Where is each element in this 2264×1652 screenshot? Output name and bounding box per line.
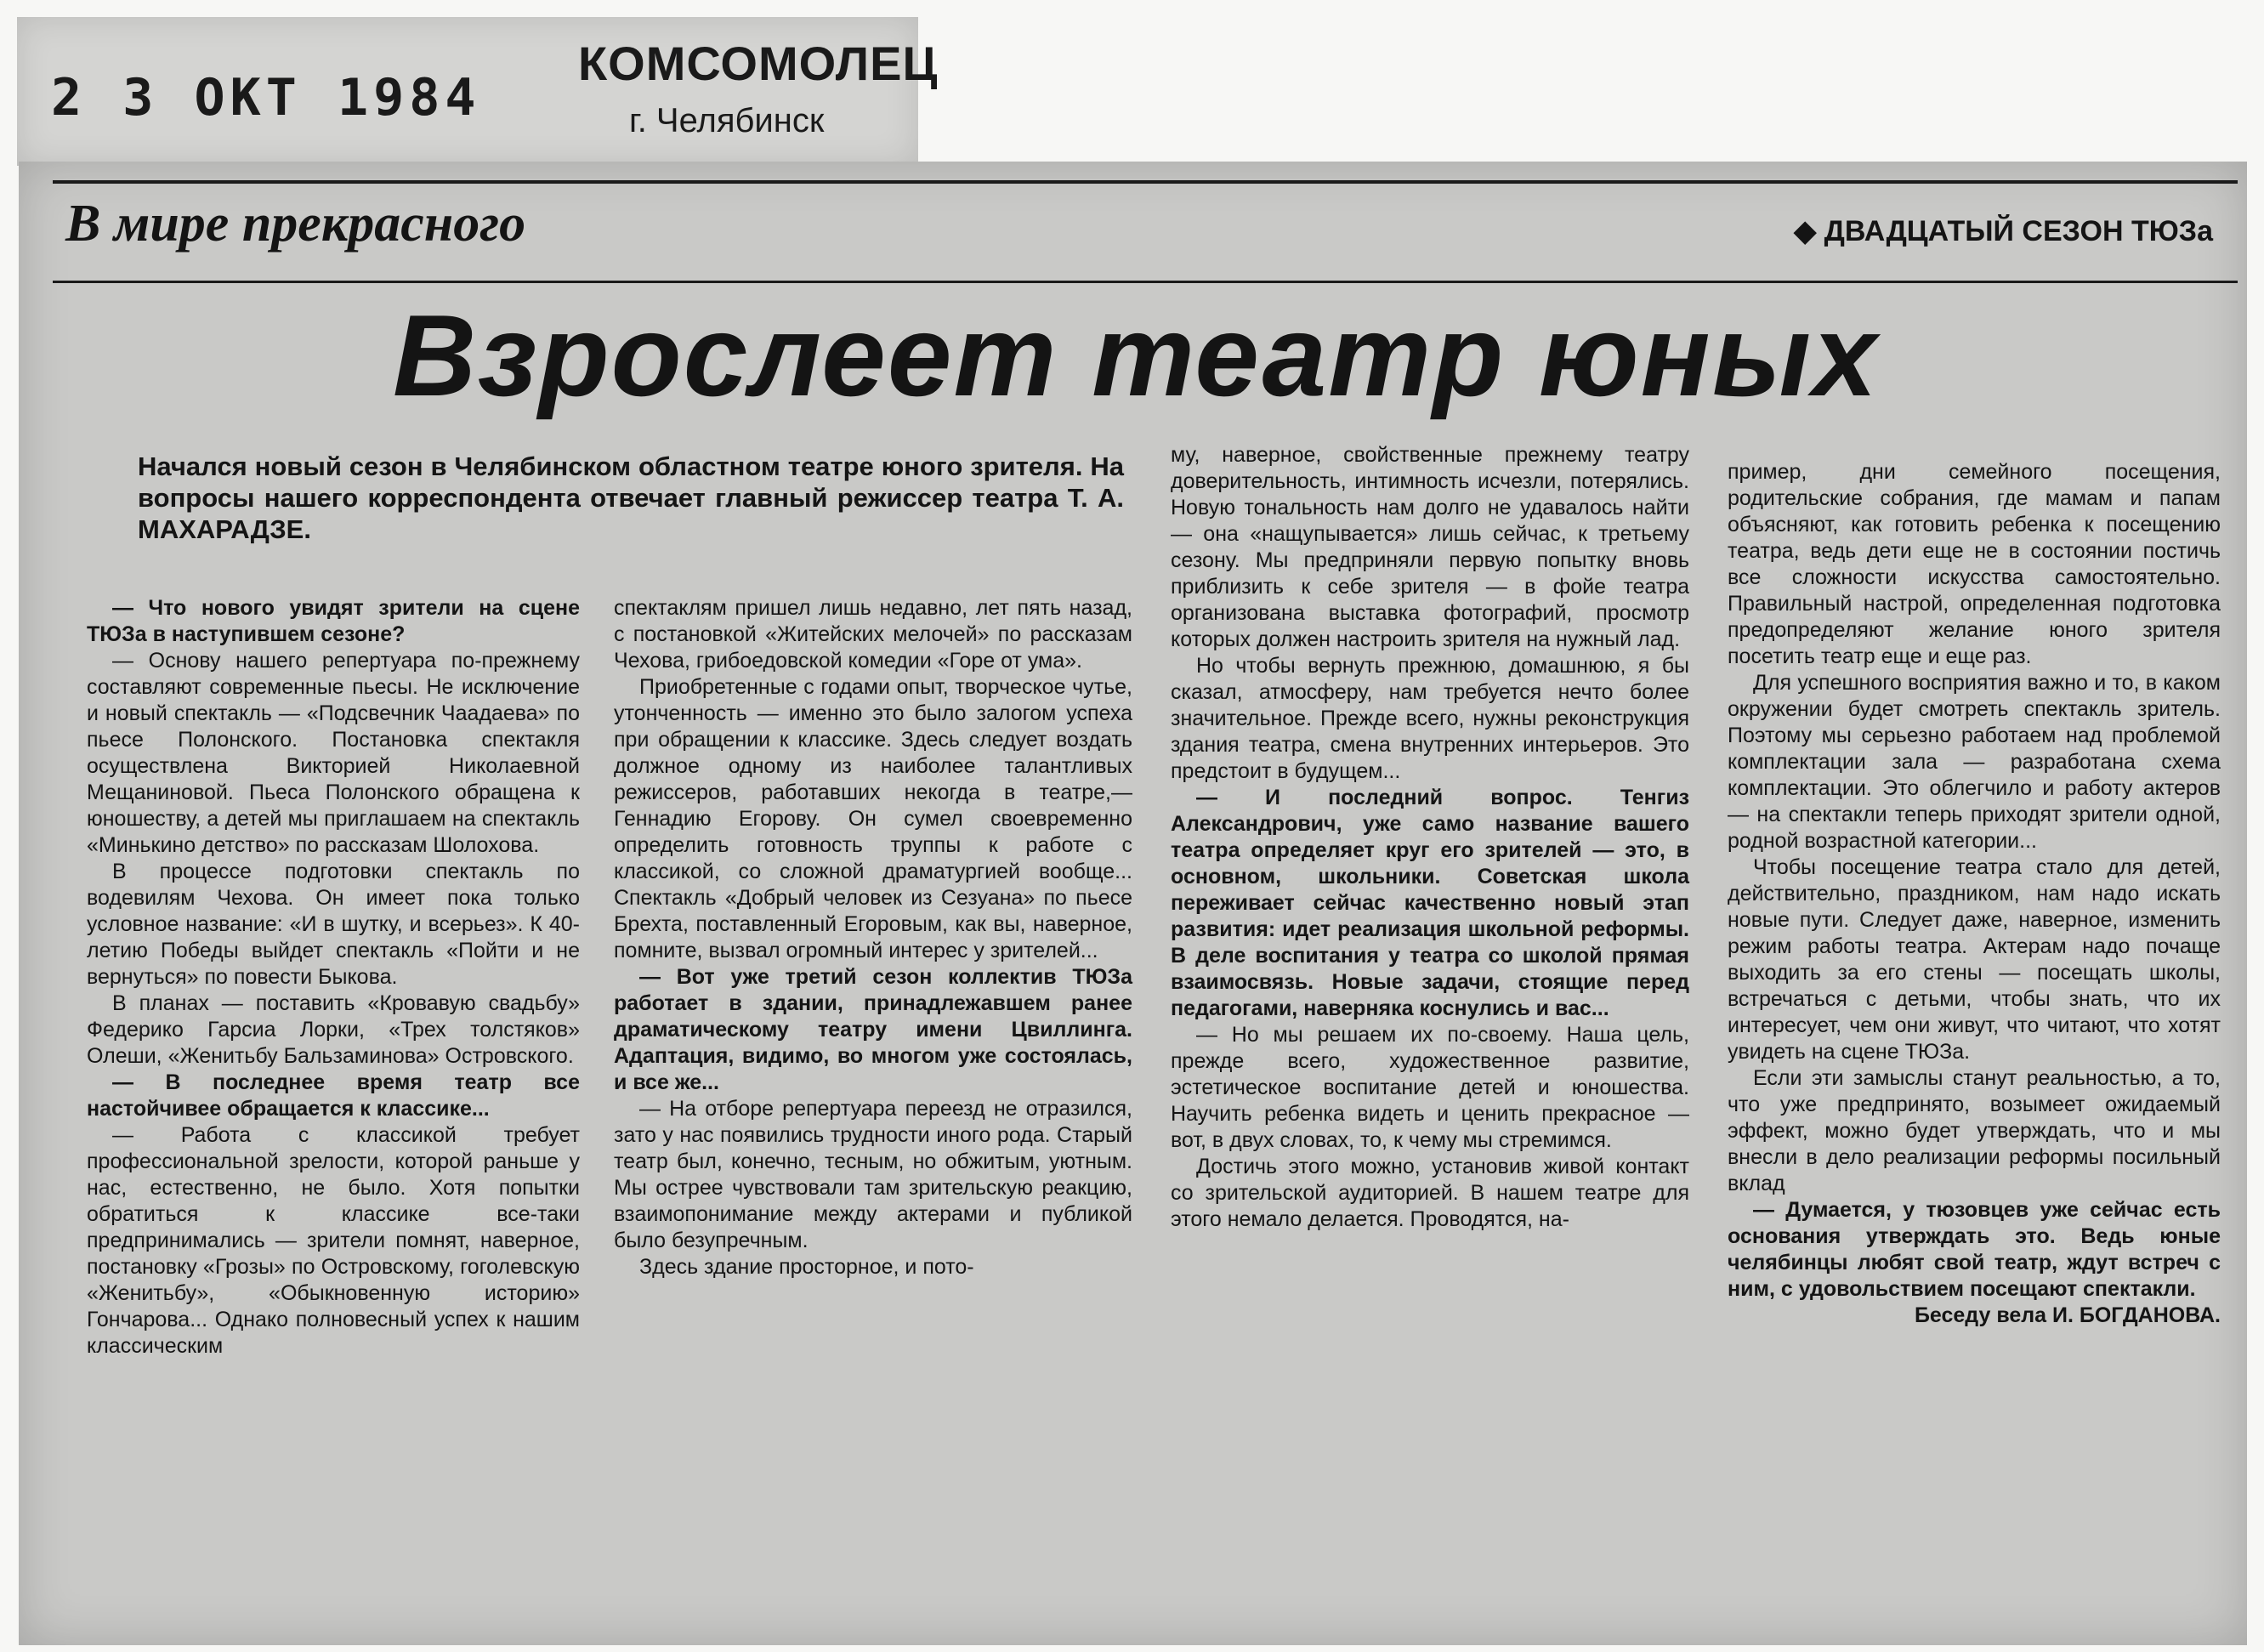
rubric-title: В мире прекрасного (65, 195, 526, 253)
paragraph: — Работа с классикой требует профессиональной зрелости, которой раньше у нас, естественно, не было. Хотя попытки обратиться к классике все-таки предпринимались — зрители помнят, наверное, постановку «Грозы» по Островскому, гоголевскую «Женитьбу», «Обыкновенную историю» Гончарова... Однако полновесный успех к нашим классическим (87, 1123, 580, 1358)
header-rule (53, 281, 2238, 283)
article-column-4 (1728, 459, 2221, 1329)
article-column-3 (1171, 442, 1689, 1233)
question: — Что нового увидят зрители на сцене ТЮЗа в наступившем сезоне? (87, 596, 580, 646)
paragraph: му, наверное, свойственные прежнему театру доверительность, интимность исчезли, потерялись. Новую тональность нам долго не удавалось найти — она «нащупывается» лишь сейчас, к третьему сезону. Мы предприняли первую попытку вновь приблизить к себе зрителя — в фойе театра организована выставка фотографий, просмотр которых должен настроить зрителя на нужный лад. (1171, 443, 1689, 651)
question: — Думается, у тюзовцев уже сейчас есть основания утверждать это. Ведь юные челябинцы любят свой театр, ждут встреч с ним, с удовольствием посещают спектакли. (1728, 1198, 2221, 1301)
paragraph: Приобретенные с годами опыт, творческое чутье, утонченность — именно это было залогом успеха при обращении к классике. Здесь следует воздать должное одному из наиболее талантливых режиссеров, работавших некогда в театре,—Геннадию Егорову. Он сумел своевременно определить готовность труппы к работе с классикой, со сложной драматургией вообще... Спектакль «Добрый человек из Сезуана» по пьесе Брехта, поставленный Егоровым, как вы, наверное, помните, вызвал огромный интерес у зрителей... (614, 675, 1132, 962)
article-column-2 (614, 595, 1132, 1280)
paragraph: Если эти замыслы станут реальностью, а то, что уже предпринято, возымеет ожидаемый эффект, можно будет утверждать, что и мы внесли в дело реализации реформы посильный вклад (1728, 1066, 2221, 1195)
question: — Вот уже третий сезон коллектив ТЮЗа работает в здании, принадлежавшем ранее драматическому театру имени Цвиллинга. Адаптация, видимо, во многом уже состоялась, и все же... (614, 965, 1132, 1094)
headline: Взрослеет театр юных (393, 291, 1879, 420)
question: — В последнее время театр все настойчивее обращается к классике... (87, 1070, 580, 1121)
paragraph: — Но мы решаем их по-своему. Наша цель, прежде всего, художественное развитие, эстетическое воспитание детей и юношества. Научить ребенка видеть и ценить прекрасное — вот, в двух словах, то, к чему мы стремимся. (1171, 1023, 1689, 1152)
question: — И последний вопрос. Тенгиз Александрович, уже само название вашего театра определяет круг его зрителей — это, в основном, школьники. Советская школа переживает сейчас качественно новый этап развития: идет реализация школьной реформы. В деле воспитания у театра со школой прямая взаимосвязь. Новые задачи, стоящие перед педагогами, наверняка коснулись и вас... (1171, 786, 1689, 1020)
paragraph: Для успешного восприятия важно и то, в каком окружении будет смотреть спектакль зритель. Поэтому мы серьезно работаем над проблемой комплектации зала — разработана схема комплектации. Это облегчило и работу актеров — на спектакли теперь приходят зрители одной, родной возрастной категории... (1728, 671, 2221, 853)
paragraph: В планах — поставить «Кровавую свадьбу» Федерико Гарсиа Лорки, «Трех толстяков» Олеши, «Женитьбу Бальзаминова» Островского. (87, 991, 580, 1068)
paragraph: Достичь этого можно, установив живой контакт со зрительской аудиторией. В нашем театре для этого немало делается. Проводятся, на- (1171, 1155, 1689, 1231)
byline: Беседу вела И. БОГДАНОВА. (1914, 1303, 2221, 1327)
paragraph: Чтобы посещение театра стало для детей, действительно, праздником, нам надо искать новые пути. Следует даже, наверное, изменить режим работы театра. Актерам надо почаще выходить за его стены — посещать школы, встречаться с детьми, чтобы знать, что их интересует, чем они живут, что читают, что хотят увидеть на сцене ТЮЗа. (1728, 855, 2221, 1064)
top-rule (53, 180, 2238, 184)
newspaper-clipping (19, 162, 2247, 1645)
article-lead: Начался новый сезон в Челябинском областном театре юного зрителя. На вопросы нашего корреспондента отвечает главный режиссер театра Т. А. МАХАРАДЗЕ. (138, 451, 1124, 544)
paragraph: спектаклям пришел лишь недавно, лет пять назад, с постановкой «Житейских мелочей» по рассказам Чехова, грибоедовской комедии «Горе от ума». (614, 596, 1132, 673)
article-column-1 (87, 595, 580, 1360)
paragraph: Но чтобы вернуть прежнюю, домашнюю, я бы сказал, атмосферу, нам требуется нечто более значительное. Прежде всего, нужны реконструкция здания театра, смена внутренних интерьеров. Это предстоит в будущем... (1171, 654, 1689, 783)
paragraph: Здесь здание просторное, и пото- (639, 1255, 974, 1279)
archive-stamp (17, 17, 939, 166)
paragraph: — На отборе репертуара переезд не отразился, зато у нас появились трудности иного рода. Старый театр был, конечно, тесным, но обжитым, уютным. Мы острее чувствовали там зрительскую реакцию, взаимопонимание между актерами и публикой было безупречным. (614, 1097, 1132, 1252)
paragraph: — Основу нашего репертуара по-прежнему составляют современные пьесы. Не исключение и новый спектакль — «Подсвечник Чаадаева» по пьесе Полонского. Постановка спектакля осуществлена Викторией Николаевной Мещаниновой. Пьеса Полонского обращена к юношеству, а детей мы приглашаем на спектакль «Минькино детство» по рассказам Шолохова. (87, 649, 580, 857)
paragraph: пример, дни семейного посещения, родительские собрания, где мамам и папам объясняют, как готовить ребенка к посещению театра, ведь дети еще не в состоянии постичь все сложности искусства самостоятельно. Правильный настрой, определенная подготовка предопределяют желание юного зрителя посетить театр еще и еще раз. (1728, 460, 2221, 668)
series-label: ◆ ДВАДЦАТЫЙ СЕЗОН ТЮЗа (1794, 215, 2213, 247)
paragraph: В процессе подготовки спектакль по водевилям Чехова. Он имеет пока только условное название: «И в шутку, и всерьез». К 40-летию Победы выйдет спектакль «Пойти и не вернуться» по повести Быкова. (87, 860, 580, 989)
stamp-city: г. Челябинск (629, 102, 825, 139)
stamp-newspaper-name: КОМСОМОЛЕЦ (578, 37, 939, 90)
stamp-date: 2 3 ОКТ 1984 (51, 68, 481, 128)
